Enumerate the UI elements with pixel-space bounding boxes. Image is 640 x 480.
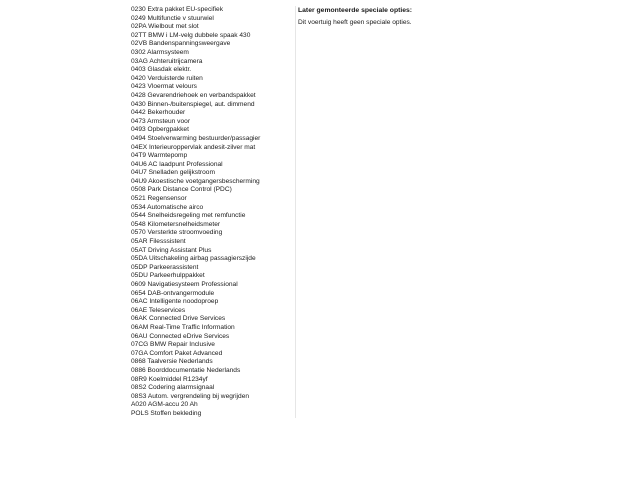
column-divider <box>295 6 296 418</box>
option-item: 02PA Wielbout met slot <box>131 23 199 31</box>
option-item: 0423 Vloermat velours <box>131 83 197 91</box>
option-item: 0494 Stoelverwarming bestuurder/passagier <box>131 134 261 142</box>
option-item: 07CG BMW Repair Inclusive <box>131 341 215 349</box>
option-item: 0534 Automatische airco <box>131 203 204 211</box>
option-item: 03AG Achteruitrijcamera <box>131 57 203 65</box>
option-item: POLS Stoffen bekleding <box>131 409 202 417</box>
option-item: 04U6 AC laadpunt Professional <box>131 160 223 168</box>
option-item: 05DU Parkeerhulppakket <box>131 272 205 280</box>
option-item: 05DP Parkeerassistent <box>131 263 199 271</box>
option-item: 08R9 Koelmiddel R1234yf <box>131 375 208 383</box>
option-item: 0548 Kilometersnelheidsmeter <box>131 220 221 228</box>
option-item: 05DA Uitschakeling airbag passagierszijde <box>131 255 256 263</box>
option-item: 0654 DAB-ontvangermodule <box>131 289 215 297</box>
option-item: 06AU Connected eDrive Services <box>131 332 230 340</box>
option-item: 07GA Comfort Paket Advanced <box>131 349 223 357</box>
option-item: 06AK Connected Drive Services <box>131 315 226 323</box>
option-item: 06AM Real-Time Traffic Information <box>131 323 235 331</box>
factory-options-column <box>131 6 291 419</box>
option-item: 04T9 Warmtepomp <box>131 152 188 160</box>
option-item: 0430 Binnen-/buitenspiegel, aut. dimmend <box>131 100 255 108</box>
later-options-title: Later gemonteerde speciale opties: <box>298 7 413 14</box>
option-item: 0508 Park Distance Control (PDC) <box>131 186 232 194</box>
option-item: 0570 Versterkte stroomvoeding <box>131 229 223 237</box>
option-item: 0544 Snelheidsregeling met remfunctie <box>131 212 246 220</box>
option-item: 0442 Bekerhouder <box>131 109 186 117</box>
option-item: 0420 Verduisterde ruiten <box>131 74 203 82</box>
option-item: 0403 Glasdak elektr. <box>131 66 192 74</box>
factory-options-list <box>131 6 291 419</box>
option-item: 05AR Filesssistent <box>131 238 186 246</box>
option-item: 0249 Multifunctie v stuurwiel <box>131 14 214 22</box>
option-item: 0609 Navigatiesysteem Professional <box>131 281 238 288</box>
option-item: 0521 Regensensor <box>131 195 187 203</box>
option-item: 08S2 Codering alarmsignaal <box>131 384 215 392</box>
option-item: 04U9 Akoestische voetgangersbescherming <box>131 177 260 185</box>
option-item: 02VB Bandenspanningsweergave <box>131 40 231 48</box>
later-options-column <box>298 6 498 27</box>
option-item: A020 AGM-accu 20 Ah <box>131 401 198 409</box>
option-item: 02TT BMW i LM-velg dubbele spaak 430 <box>131 31 251 39</box>
option-item: 0302 Alarmsysteem <box>131 48 189 56</box>
option-item: 05AT Driving Assistant Plus <box>131 246 212 254</box>
option-item: 0428 Gevarendriehoek en verbandspakket <box>131 91 256 99</box>
option-item: 04U7 Snelladen gelijkstroom <box>131 169 215 177</box>
option-item: 0473 Armsteun voor <box>131 117 191 125</box>
option-item: 04EX Interieuroppervlak andesit-zilver mat <box>131 143 256 151</box>
option-item: 0868 Taalversie Nederlands <box>131 358 213 366</box>
option-item: 0886 Boorddocumentatie Nederlands <box>131 366 241 374</box>
option-item: 06AE Teleservices <box>131 306 186 314</box>
option-item: 06AC Intelligente noodoproep <box>131 298 219 306</box>
option-item: 0493 Opbergpakket <box>131 126 189 134</box>
option-item: 0230 Extra pakket EU-specifiek <box>131 6 223 13</box>
option-item: 08S3 Autom. vergrendeling bij wegrijden <box>131 392 250 400</box>
later-options-text: Dit voertuig heeft geen speciale opties. <box>298 19 412 26</box>
